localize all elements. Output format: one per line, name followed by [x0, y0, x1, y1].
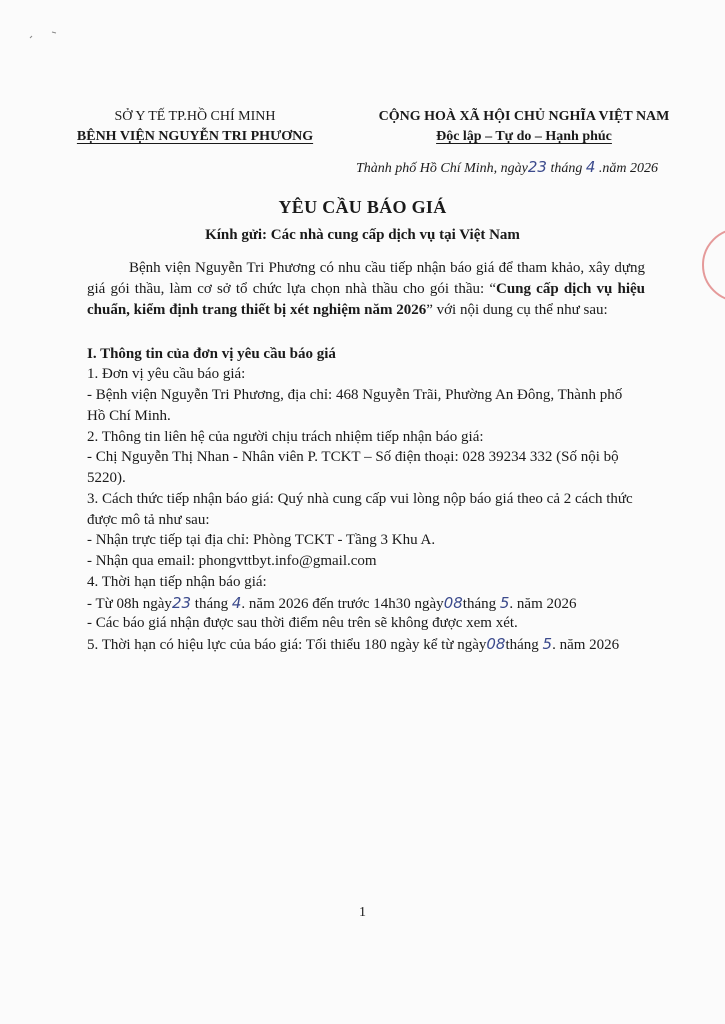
item-line: được mô tả như sau:	[87, 512, 210, 528]
header-right	[354, 107, 694, 147]
hospital-name: BỆNH VIỆN NGUYỄN TRI PHƯƠNG	[76, 129, 314, 144]
item-line: 1. Đơn vị yêu cầu báo giá:	[87, 366, 246, 382]
header-left	[60, 107, 330, 147]
handwritten-month: 4	[231, 594, 242, 612]
item-line: - Các báo giá nhận được sau thời điểm nêu trên sẽ không được xem xét.	[87, 615, 518, 631]
date-line: Thành phố Hồ Chí Minh, ngày23 tháng 4 .năm 2026	[356, 158, 659, 176]
intro-paragraph: Bệnh viện Nguyễn Tri Phương có nhu cầu tiếp nhận báo giá để tham khảo, xây dựng giá gói thầu, làm cơ sở tổ chức lựa chọn nhà thầu cho gói thầu: “Cung cấp dịch vụ hiệu chuẩn, kiểm định trang thiết bị xét nghiệm năm 2026” với nội dung cụ thể như sau:	[87, 260, 645, 318]
scan-mark-icon	[28, 30, 58, 40]
department-name: SỞ Y TẾ TP.HỒ CHÍ MINH	[114, 109, 276, 124]
item-line: 5220).	[87, 470, 126, 486]
handwritten-day: 23	[527, 158, 547, 176]
handwritten-month: 5	[542, 635, 553, 653]
handwritten-day: 08	[443, 594, 463, 612]
item-line: 2. Thông tin liên hệ của người chịu trách nhiệm tiếp nhận báo giá:	[87, 429, 484, 445]
item-line: - Từ 08h ngày23 tháng 4. năm 2026 đến trước 14h30 ngày08tháng 5. năm 2026	[87, 594, 577, 612]
item-line: Hồ Chí Minh.	[87, 408, 171, 424]
handwritten-day: 23	[171, 594, 192, 612]
section-1-title: I. Thông tin của đơn vị yêu cầu báo giá	[87, 346, 336, 362]
handwritten-month: 4	[585, 158, 596, 176]
document-title: YÊU CẦU BÁO GIÁ	[278, 197, 447, 217]
document-subtitle: Kính gửi: Các nhà cung cấp dịch vụ tại Việt Nam	[205, 227, 520, 243]
page-number: 1	[359, 905, 366, 920]
item-line: 4. Thời hạn tiếp nhận báo giá:	[87, 574, 267, 590]
motto: Độc lập – Tự do – Hạnh phúc	[436, 129, 612, 144]
item-line: - Nhận qua email: phongvttbyt.info@gmail.com	[87, 553, 377, 569]
item-line: - Bệnh viện Nguyễn Tri Phương, địa chỉ: 468 Nguyễn Trãi, Phường An Đông, Thành phố	[87, 387, 623, 403]
item-line: 3. Cách thức tiếp nhận báo giá: Quý nhà cung cấp vui lòng nộp báo giá theo cả 2 cách thức	[87, 491, 633, 507]
item-line: 5. Thời hạn có hiệu lực của báo giá: Tối thiểu 180 ngày kể từ ngày08tháng 5. năm 2026	[87, 635, 620, 653]
item-line: - Chị Nguyễn Thị Nhan - Nhân viên P. TCKT – Số điện thoại: 028 39234 332 (Số nội bộ	[87, 449, 619, 465]
nation-name: CỘNG HOÀ XÃ HỘI CHỦ NGHĨA VIỆT NAM	[378, 109, 670, 124]
handwritten-day: 08	[486, 635, 506, 653]
handwritten-month: 5	[499, 594, 510, 612]
item-line: - Nhận trực tiếp tại địa chỉ: Phòng TCKT - Tầng 3 Khu A.	[87, 532, 436, 548]
package-name: Cung cấp dịch vụ hiệu chuẩn, kiểm định trang thiết bị xét nghiệm năm 2026	[87, 281, 645, 318]
